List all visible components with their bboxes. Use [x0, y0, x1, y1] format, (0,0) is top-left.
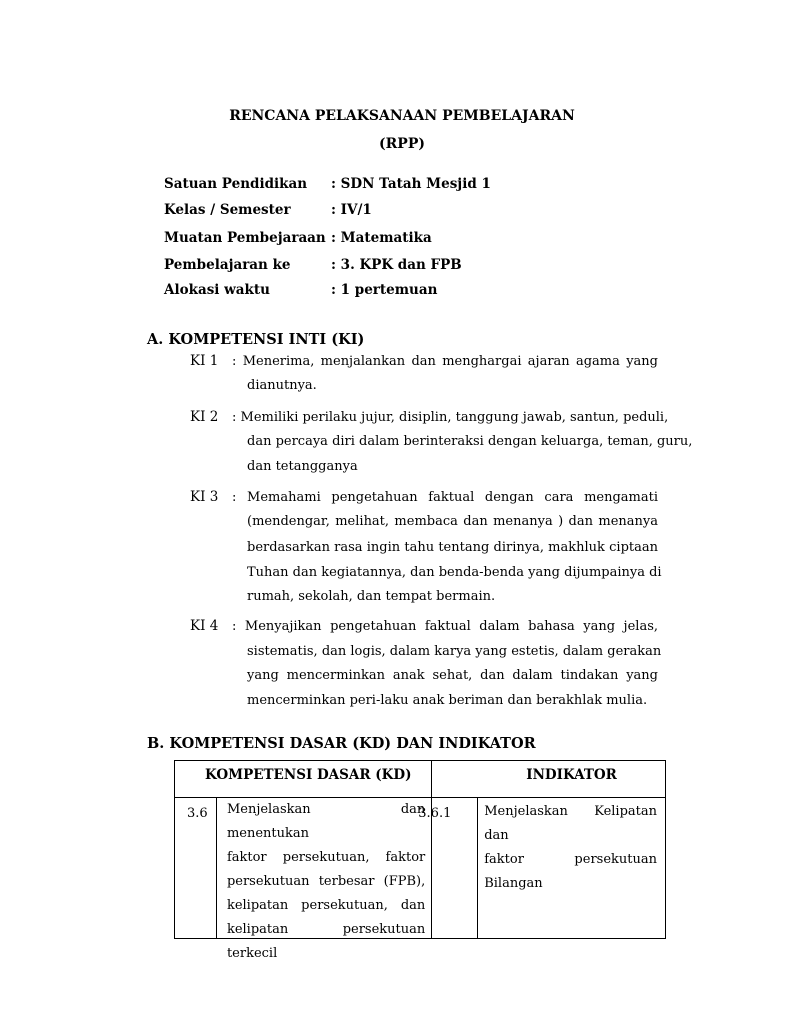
meta-val-satuan: : SDN Tatah Mesjid 1	[331, 176, 491, 192]
header-indikator: INDIKATOR	[432, 761, 666, 798]
ki1-label: KI 1	[190, 353, 219, 369]
ki3-line-1: : Memahami pengetahuan faktual dengan cara mengamati	[232, 490, 658, 505]
header-kd: KOMPETENSI DASAR (KD)	[175, 761, 432, 798]
meta-key-kelas: Kelas / Semester	[164, 202, 291, 218]
ki4-line-4: mencerminkan peri-laku anak beriman dan berakhlak mulia.	[247, 693, 648, 708]
meta-key-pembelajaran: Pembelajaran ke	[164, 257, 291, 273]
kd-line-1: Menjelaskan dan menentukan	[226, 802, 426, 841]
ki3-line-3: berdasarkan rasa ingin tahu tentang dirinya, makhluk ciptaan	[247, 540, 658, 555]
meta-val-muatan: : Matematika	[331, 230, 432, 246]
ki3-line-5: rumah, sekolah, dan tempat bermain.	[247, 589, 496, 604]
indicator-number	[418, 798, 478, 939]
indicator-number-text: 3.6.1	[418, 806, 452, 821]
section-b-heading: B. KOMPETENSI DASAR (KD) DAN INDIKATOR	[147, 735, 536, 752]
ki2-line-3: dan tetangganya	[247, 459, 358, 474]
table-row	[175, 798, 666, 939]
ki4-line-1: : Menyajikan pengetahuan faktual dalam bahasa yang jelas,	[232, 619, 658, 634]
ki4-line-2: sistematis, dan logis, dalam karya yang estetis, dalam gerakan	[247, 644, 662, 659]
indicator-line-2: faktor persekutuan	[484, 852, 657, 867]
meta-key-alokasi: Alokasi waktu	[164, 282, 270, 298]
ki1-line-1: : Menerima, menjalankan dan menghargai ajaran agama yang	[232, 354, 658, 369]
document-subtitle: (RPP)	[379, 136, 425, 152]
kd-line-3: persekutuan terbesar (FPB),	[226, 874, 426, 889]
kd-indicator-table	[174, 760, 666, 961]
ki2-line-2: dan percaya diri dalam berinteraksi dengan keluarga, teman, guru,	[247, 434, 693, 449]
ki2-label: KI 2	[190, 409, 219, 425]
kd-line-4: kelipatan persekutuan, dan	[226, 898, 426, 913]
meta-key-muatan: Muatan Pembejaraan	[164, 230, 326, 246]
meta-key-satuan: Satuan Pendidikan	[164, 176, 308, 192]
meta-val-alokasi: : 1 pertemuan	[331, 282, 438, 298]
kd-description	[216, 798, 431, 961]
ki1-line-2: dianutnya.	[247, 378, 317, 393]
document-title: RENCANA PELAKSANAAN PEMBELAJARAN	[229, 108, 575, 124]
ki3-label: KI 3	[190, 489, 219, 505]
ki3-line-4: Tuhan dan kegiatannya, dan benda-benda yang dijumpainya di	[247, 565, 662, 580]
indicator-line-1: Menjelaskan Kelipatan dan	[484, 804, 657, 843]
meta-val-kelas: : IV/1	[331, 202, 372, 218]
kd-line-2: faktor persekutuan, faktor	[226, 850, 426, 865]
ki3-line-2: (mendengar, melihat, membaca dan menanya ) dan menanya	[247, 514, 658, 529]
indicator-line-3: Bilangan	[484, 876, 543, 891]
ki4-line-3: yang mencerminkan anak sehat, dan dalam tindakan yang	[247, 668, 658, 683]
section-a-heading: A. KOMPETENSI INTI (KI)	[147, 331, 365, 348]
kd-number-text: 3.6	[187, 806, 208, 821]
meta-val-pembelajaran: : 3. KPK dan FPB	[331, 257, 462, 273]
ki4-label: KI 4	[190, 618, 219, 634]
kd-number	[175, 798, 217, 939]
ki2-line-1: : Memiliki perilaku jujur, disiplin, tanggung jawab, santun, peduli,	[232, 410, 669, 425]
indicator-description	[478, 798, 666, 939]
table-header-row	[175, 761, 666, 798]
kd-line-5: kelipatan persekutuan terkecil	[226, 922, 426, 961]
